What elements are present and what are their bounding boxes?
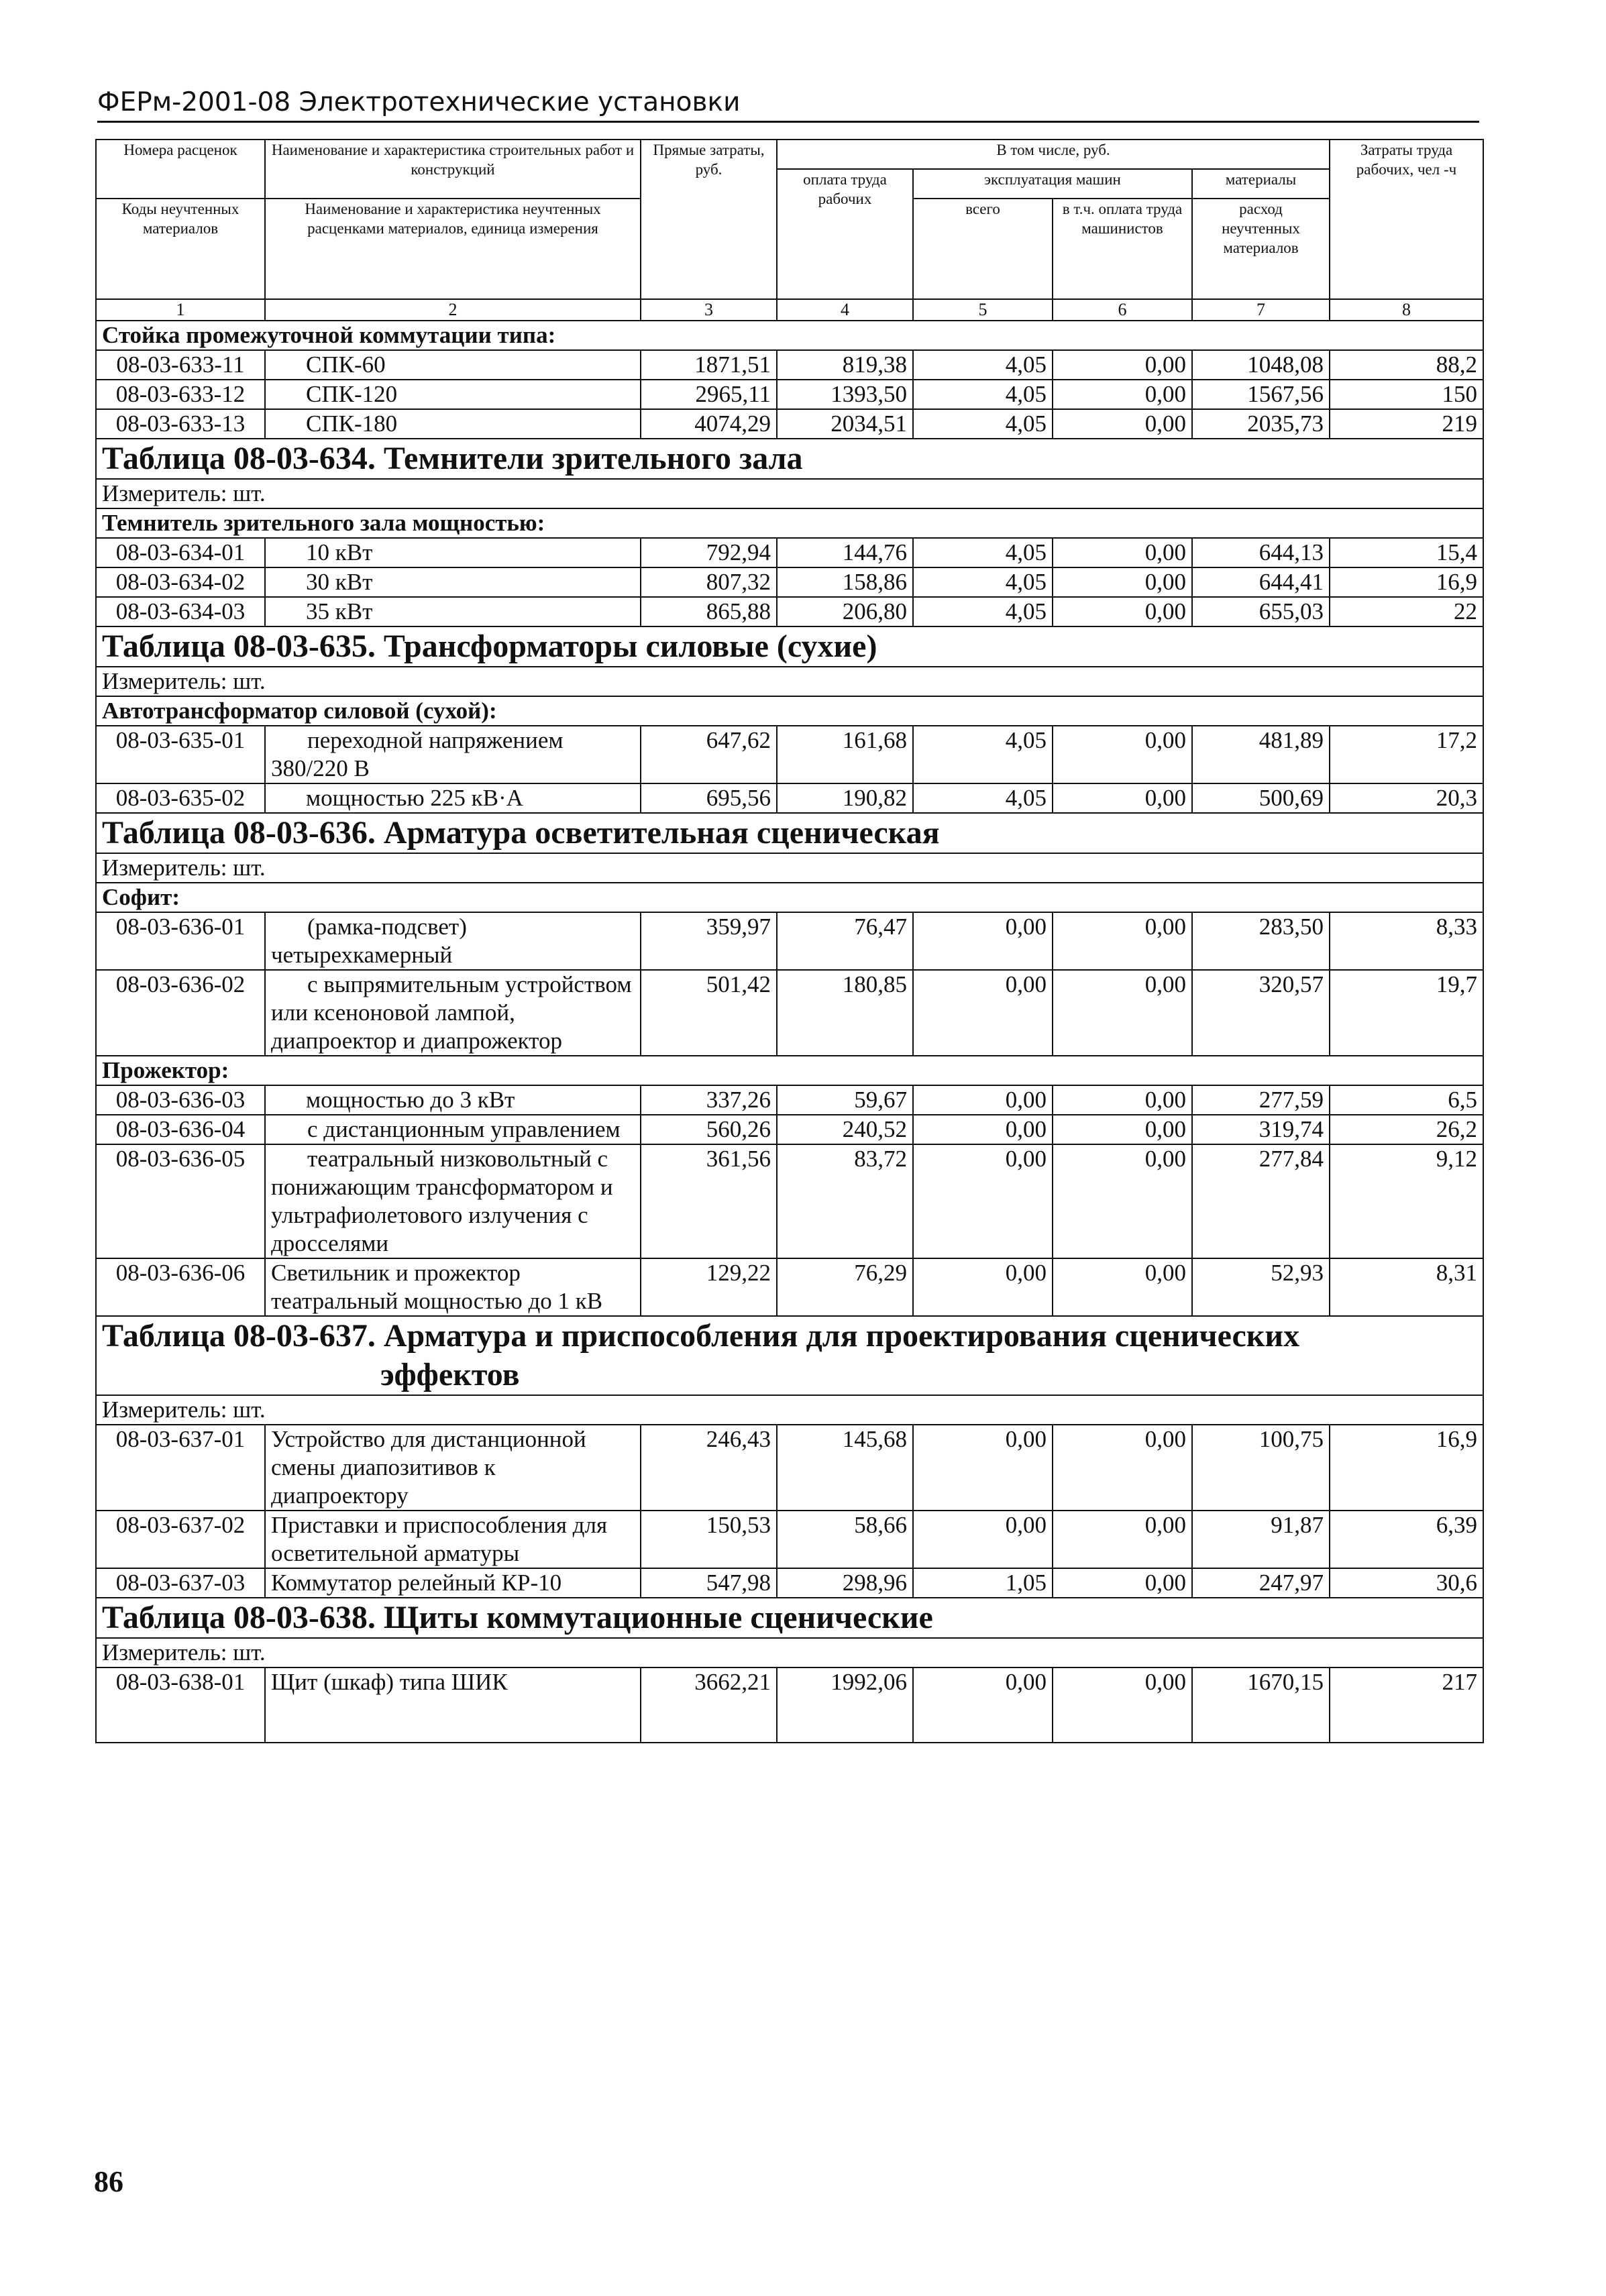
direct-costs: 246,43 — [641, 1425, 777, 1511]
table-row — [96, 783, 1483, 813]
labor-hours: 6,5 — [1330, 1085, 1483, 1115]
table-row — [96, 970, 1483, 1056]
group-row — [96, 883, 1483, 912]
machine-labor: 0,00 — [1053, 970, 1192, 1056]
rate-name: Коммутатор релейный КР-10 — [265, 1568, 641, 1598]
group-heading: Стойка промежуточной коммутации типа: — [96, 321, 1483, 350]
rate-name: с выпрямительным устройством или ксеноновой лампой, диапроектор и диапрожектор — [265, 970, 641, 1056]
rate-name: мощностью 225 кВ·А — [265, 783, 641, 813]
group-row — [96, 1056, 1483, 1085]
table-row — [96, 567, 1483, 597]
labor-hours: 88,2 — [1330, 350, 1483, 380]
labor-pay: 145,68 — [777, 1425, 913, 1511]
section-title-line2: эффектов — [380, 1357, 520, 1392]
col-labor-pay: оплата труда рабочих — [777, 169, 913, 299]
materials: 283,50 — [1192, 912, 1330, 970]
measure-unit: Измеритель: шт. — [96, 667, 1483, 696]
table-row — [96, 726, 1483, 783]
col-materials-consumption: расход неучтенных материалов — [1192, 199, 1330, 299]
table-row — [96, 380, 1483, 409]
machine-labor: 0,00 — [1053, 726, 1192, 783]
col-materials: материалы — [1192, 169, 1330, 199]
machine-total: 0,00 — [913, 970, 1053, 1056]
labor-pay: 819,38 — [777, 350, 913, 380]
rate-code: 08-03-636-04 — [96, 1115, 265, 1144]
direct-costs: 547,98 — [641, 1568, 777, 1598]
machine-total: 0,00 — [913, 1258, 1053, 1316]
materials: 1670,15 — [1192, 1668, 1330, 1743]
rate-code: 08-03-637-01 — [96, 1425, 265, 1511]
labor-pay: 144,76 — [777, 538, 913, 567]
machine-total: 0,00 — [913, 912, 1053, 970]
machine-total: 0,00 — [913, 1511, 1053, 1568]
materials: 91,87 — [1192, 1511, 1330, 1568]
rate-code: 08-03-636-06 — [96, 1258, 265, 1316]
table-row — [96, 1568, 1483, 1598]
materials: 1567,56 — [1192, 380, 1330, 409]
machine-labor: 0,00 — [1053, 538, 1192, 567]
direct-costs: 647,62 — [641, 726, 777, 783]
labor-hours: 26,2 — [1330, 1115, 1483, 1144]
table-row — [96, 597, 1483, 626]
rate-code: 08-03-634-02 — [96, 567, 265, 597]
rate-code: 08-03-633-13 — [96, 409, 265, 439]
table-row — [96, 1085, 1483, 1115]
machine-labor: 0,00 — [1053, 597, 1192, 626]
col-number: 2 — [265, 299, 641, 321]
labor-hours: 19,7 — [1330, 970, 1483, 1056]
labor-hours: 217 — [1330, 1668, 1483, 1743]
group-heading: Автотрансформатор силовой (сухой): — [96, 696, 1483, 726]
labor-pay: 1393,50 — [777, 380, 913, 409]
rate-code: 08-03-633-12 — [96, 380, 265, 409]
col-number: 7 — [1192, 299, 1330, 321]
rate-code: 08-03-638-01 — [96, 1668, 265, 1743]
table-row — [96, 1258, 1483, 1316]
col-machine-total: всего — [913, 199, 1053, 299]
labor-pay: 76,29 — [777, 1258, 913, 1316]
labor-pay: 2034,51 — [777, 409, 913, 439]
measure-row — [96, 1395, 1483, 1425]
group-heading: Темнитель зрительного зала мощностью: — [96, 508, 1483, 538]
labor-hours: 20,3 — [1330, 783, 1483, 813]
labor-hours: 9,12 — [1330, 1144, 1483, 1258]
group-row — [96, 696, 1483, 726]
col-including: В том числе, руб. — [777, 140, 1330, 169]
page-header: ФЕРм-2001-08 Электротехнические установки — [97, 85, 1479, 123]
machine-total: 0,00 — [913, 1425, 1053, 1511]
materials: 2035,73 — [1192, 409, 1330, 439]
rate-code: 08-03-635-01 — [96, 726, 265, 783]
rate-code: 08-03-634-01 — [96, 538, 265, 567]
materials: 52,93 — [1192, 1258, 1330, 1316]
materials: 320,57 — [1192, 970, 1330, 1056]
labor-pay: 59,67 — [777, 1085, 913, 1115]
rate-name: 30 кВт — [265, 567, 641, 597]
rate-code: 08-03-637-02 — [96, 1511, 265, 1568]
machine-labor: 0,00 — [1053, 1115, 1192, 1144]
labor-hours: 15,4 — [1330, 538, 1483, 567]
machine-labor: 0,00 — [1053, 1668, 1192, 1743]
labor-pay: 83,72 — [777, 1144, 913, 1258]
rate-name: переходной напряжением 380/220 В — [265, 726, 641, 783]
materials: 644,13 — [1192, 538, 1330, 567]
section-title-row — [96, 1316, 1483, 1395]
table-row — [96, 1144, 1483, 1258]
col-machine-incl: в т.ч. оплата труда машинистов — [1053, 199, 1192, 299]
table-row — [96, 1511, 1483, 1568]
machine-labor: 0,00 — [1053, 1258, 1192, 1316]
labor-pay: 76,47 — [777, 912, 913, 970]
section-title: Таблица 08-03-635. Трансформаторы силовые (сухие) — [96, 626, 1483, 667]
labor-hours: 8,31 — [1330, 1258, 1483, 1316]
direct-costs: 129,22 — [641, 1258, 777, 1316]
measure-unit: Измеритель: шт. — [96, 1395, 1483, 1425]
machine-total: 0,00 — [913, 1668, 1053, 1743]
machine-total: 4,05 — [913, 726, 1053, 783]
labor-pay: 180,85 — [777, 970, 913, 1056]
col-name-top: Наименование и характеристика строительных работ и конструкций — [265, 140, 641, 199]
labor-hours: 16,9 — [1330, 567, 1483, 597]
machine-total: 1,05 — [913, 1568, 1053, 1598]
machine-labor: 0,00 — [1053, 567, 1192, 597]
rate-name: Щит (шкаф) типа ШИК — [265, 1668, 641, 1743]
labor-hours: 6,39 — [1330, 1511, 1483, 1568]
measure-unit: Измеритель: шт. — [96, 853, 1483, 883]
section-title-row — [96, 626, 1483, 667]
section-title-row — [96, 439, 1483, 479]
header-row — [96, 140, 1483, 169]
rate-name: Приставки и приспособления для осветительной арматуры — [265, 1511, 641, 1568]
labor-pay: 190,82 — [777, 783, 913, 813]
col-labor-costs: Затраты труда рабочих, чел -ч — [1330, 140, 1483, 299]
direct-costs: 4074,29 — [641, 409, 777, 439]
col-number: 3 — [641, 299, 777, 321]
measure-row — [96, 853, 1483, 883]
labor-hours: 16,9 — [1330, 1425, 1483, 1511]
machine-labor: 0,00 — [1053, 1568, 1192, 1598]
rate-code: 08-03-634-03 — [96, 597, 265, 626]
group-row — [96, 508, 1483, 538]
materials: 644,41 — [1192, 567, 1330, 597]
labor-pay: 58,66 — [777, 1511, 913, 1568]
direct-costs: 359,97 — [641, 912, 777, 970]
table-row — [96, 409, 1483, 439]
group-heading: Софит: — [96, 883, 1483, 912]
machine-labor: 0,00 — [1053, 912, 1192, 970]
labor-pay: 158,86 — [777, 567, 913, 597]
rate-name: Устройство для дистанционной смены диапозитивов к диапроектору — [265, 1425, 641, 1511]
direct-costs: 337,26 — [641, 1085, 777, 1115]
rate-name: мощностью до 3 кВт — [265, 1085, 641, 1115]
col-number: 6 — [1053, 299, 1192, 321]
rate-code: 08-03-637-03 — [96, 1568, 265, 1598]
materials: 500,69 — [1192, 783, 1330, 813]
rate-code: 08-03-636-01 — [96, 912, 265, 970]
labor-hours: 8,33 — [1330, 912, 1483, 970]
section-title: Таблица 08-03-638. Щиты коммутационные сценические — [96, 1598, 1483, 1638]
rate-code: 08-03-636-05 — [96, 1144, 265, 1258]
col-codes-bottom: Коды неучтенных материалов — [96, 199, 265, 299]
machine-total: 0,00 — [913, 1085, 1053, 1115]
col-number: 1 — [96, 299, 265, 321]
column-numbers-row — [96, 299, 1483, 321]
table-row — [96, 350, 1483, 380]
materials: 100,75 — [1192, 1425, 1330, 1511]
section-title: Таблица 08-03-634. Темнители зрительного зала — [96, 439, 1483, 479]
rate-name: с дистанционным управлением — [265, 1115, 641, 1144]
machine-total: 4,05 — [913, 538, 1053, 567]
machine-labor: 0,00 — [1053, 1085, 1192, 1115]
direct-costs: 560,26 — [641, 1115, 777, 1144]
rate-code: 08-03-635-02 — [96, 783, 265, 813]
rate-code: 08-03-636-02 — [96, 970, 265, 1056]
col-name-bottom: Наименование и характеристика неучтенных расценками материалов, единица измерения — [265, 199, 641, 299]
labor-pay: 298,96 — [777, 1568, 913, 1598]
materials: 277,84 — [1192, 1144, 1330, 1258]
machine-labor: 0,00 — [1053, 380, 1192, 409]
machine-total: 4,05 — [913, 567, 1053, 597]
measure-unit: Измеритель: шт. — [96, 479, 1483, 508]
table-row — [96, 538, 1483, 567]
section-title: Таблица 08-03-636. Арматура осветительная сценическая — [96, 813, 1483, 853]
col-number: 5 — [913, 299, 1053, 321]
materials: 481,89 — [1192, 726, 1330, 783]
rates-table — [95, 139, 1484, 1743]
rate-name: СПК-120 — [265, 380, 641, 409]
rate-name: 10 кВт — [265, 538, 641, 567]
direct-costs: 865,88 — [641, 597, 777, 626]
direct-costs: 807,32 — [641, 567, 777, 597]
rate-name: СПК-60 — [265, 350, 641, 380]
materials: 247,97 — [1192, 1568, 1330, 1598]
labor-hours: 22 — [1330, 597, 1483, 626]
section-title-row — [96, 813, 1483, 853]
direct-costs: 2965,11 — [641, 380, 777, 409]
machine-total: 0,00 — [913, 1115, 1053, 1144]
machine-labor: 0,00 — [1053, 409, 1192, 439]
machine-labor: 0,00 — [1053, 1144, 1192, 1258]
materials: 1048,08 — [1192, 350, 1330, 380]
direct-costs: 150,53 — [641, 1511, 777, 1568]
machine-total: 4,05 — [913, 783, 1053, 813]
labor-hours: 17,2 — [1330, 726, 1483, 783]
direct-costs: 3662,21 — [641, 1668, 777, 1743]
rate-name: Светильник и прожектор театральный мощностью до 1 кВ — [265, 1258, 641, 1316]
page-number: 86 — [94, 2165, 123, 2198]
measure-row — [96, 479, 1483, 508]
labor-hours: 219 — [1330, 409, 1483, 439]
machine-total: 4,05 — [913, 597, 1053, 626]
measure-unit: Измеритель: шт. — [96, 1638, 1483, 1668]
machine-labor: 0,00 — [1053, 783, 1192, 813]
table-row — [96, 1668, 1483, 1743]
direct-costs: 1871,51 — [641, 350, 777, 380]
table-row — [96, 1425, 1483, 1511]
measure-row — [96, 667, 1483, 696]
materials: 319,74 — [1192, 1115, 1330, 1144]
col-number: 4 — [777, 299, 913, 321]
materials: 655,03 — [1192, 597, 1330, 626]
section-title — [96, 1316, 1483, 1395]
rate-name: театральный низковольтный с понижающим трансформатором и ультрафиолетового излучения с дросселями — [265, 1144, 641, 1258]
section-title-line1: Таблица 08-03-637. Арматура и приспособления для проектирования сценических — [102, 1318, 1300, 1354]
materials: 277,59 — [1192, 1085, 1330, 1115]
group-heading: Прожектор: — [96, 1056, 1483, 1085]
labor-pay: 240,52 — [777, 1115, 913, 1144]
machine-total: 0,00 — [913, 1144, 1053, 1258]
col-codes-top: Номера расценок — [96, 140, 265, 199]
direct-costs: 361,56 — [641, 1144, 777, 1258]
rate-name: (рамка-подсвет) четырехкамерный — [265, 912, 641, 970]
rate-code: 08-03-636-03 — [96, 1085, 265, 1115]
machine-total: 4,05 — [913, 409, 1053, 439]
machine-labor: 0,00 — [1053, 350, 1192, 380]
rate-name: СПК-180 — [265, 409, 641, 439]
labor-hours: 30,6 — [1330, 1568, 1483, 1598]
table-row — [96, 912, 1483, 970]
machine-total: 4,05 — [913, 380, 1053, 409]
col-number: 8 — [1330, 299, 1483, 321]
labor-pay: 161,68 — [777, 726, 913, 783]
section-title-row — [96, 1598, 1483, 1638]
machine-labor: 0,00 — [1053, 1511, 1192, 1568]
col-direct-costs: Прямые затраты, руб. — [641, 140, 777, 299]
col-machine-ops: эксплуатация машин — [913, 169, 1192, 199]
machine-total: 4,05 — [913, 350, 1053, 380]
table-row — [96, 1115, 1483, 1144]
direct-costs: 792,94 — [641, 538, 777, 567]
labor-pay: 1992,06 — [777, 1668, 913, 1743]
measure-row — [96, 1638, 1483, 1668]
direct-costs: 695,56 — [641, 783, 777, 813]
labor-pay: 206,80 — [777, 597, 913, 626]
labor-hours: 150 — [1330, 380, 1483, 409]
rate-name: 35 кВт — [265, 597, 641, 626]
direct-costs: 501,42 — [641, 970, 777, 1056]
rate-code: 08-03-633-11 — [96, 350, 265, 380]
group-row — [96, 321, 1483, 350]
machine-labor: 0,00 — [1053, 1425, 1192, 1511]
